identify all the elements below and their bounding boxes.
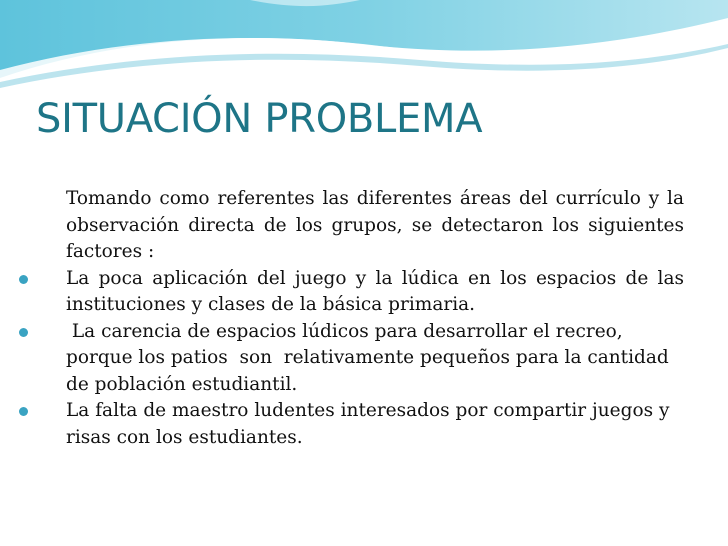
list-item	[66, 319, 684, 399]
bullet-dot-icon	[19, 328, 28, 337]
list-item-text: La poca aplicación del juego y la lúdica en los espacios de las instituciones y clases de la básica primaria.	[66, 267, 684, 315]
factor-list	[66, 266, 684, 452]
slide-title: SITUACIÓN PROBLEMA	[36, 96, 483, 142]
slide-body	[66, 186, 684, 451]
list-item	[66, 398, 684, 451]
bullet-dot-icon	[19, 275, 28, 284]
list-item-text: La falta de maestro ludentes interesados por compartir juegos y risas con los estudiantes.	[66, 400, 670, 448]
bullet-dot-icon	[19, 407, 28, 416]
intro-paragraph: Tomando como referentes las diferentes áreas del currículo y la observación directa de los grupos, se detectaron los siguientes factores :	[66, 188, 684, 262]
list-item	[66, 266, 684, 319]
header-wave-decoration	[0, 0, 728, 90]
list-item-text: La carencia de espacios lúdicos para desarrollar el recreo, porque los patios son relativamente pequeños para la cantidad de población estudiantil.	[66, 320, 675, 395]
